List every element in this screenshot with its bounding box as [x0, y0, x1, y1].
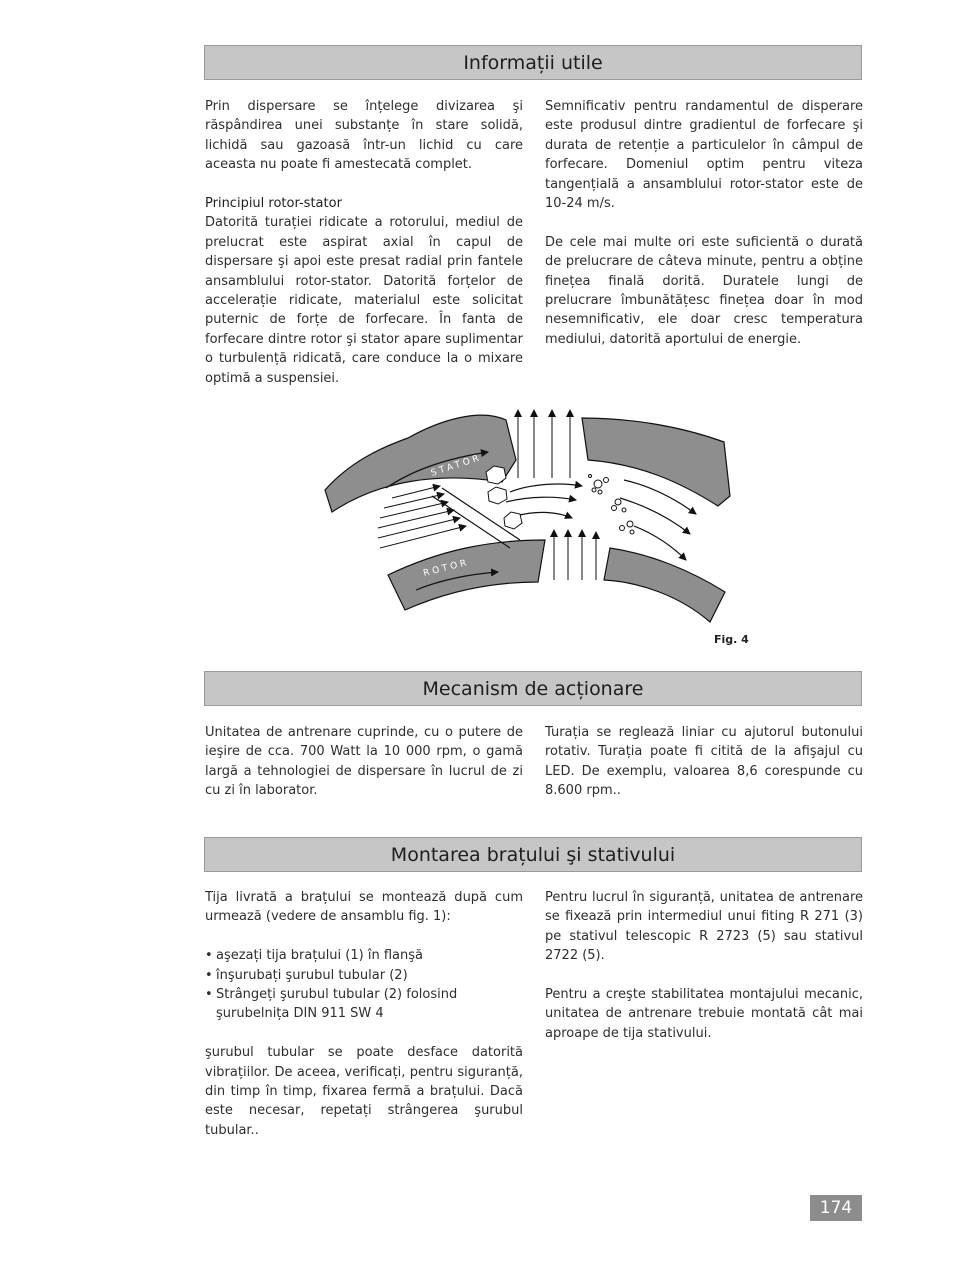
rotor-label: ROTOR	[422, 557, 471, 579]
list-item-text: aşezați tija brațului (1) în flanşă	[216, 948, 423, 964]
paragraph: şurubul tubular se poate desface datorită vibrațiilor. De aceea, verificați, pentru siguranță, din timp în timp, fixarea fermă a brațului. Dacă este necesar, repetați strângerea şurubul tubular..	[205, 1045, 523, 1138]
list-item: • aşezați tija brațului (1) în flanşă	[205, 948, 423, 964]
section-title: Informații utile	[463, 51, 603, 74]
paragraph: Semnificativ pentru randamentul de disperare este produsul dintre gradientul de forfecare şi durata de retenție a particulelor în câmpul de forfecare. Domeniul optim pentru viteza tangențială a ansamblului rotor-stator este de 10-24 m/s.	[545, 99, 863, 212]
page-number: 174	[810, 1195, 862, 1221]
figure-caption: Fig. 4	[714, 633, 749, 646]
section-title: Montarea brațului şi stativului	[390, 843, 676, 866]
subheading-rotor-stator: Principiul rotor-stator	[205, 196, 342, 212]
column-right-arm-stand-mounting	[545, 888, 863, 1043]
outflow-arrows-bottom	[554, 530, 596, 580]
column-left-arm-stand-mounting	[205, 888, 523, 1140]
paragraph: De cele mai multe ori este suficientă o durată de prelucrare de câteva minute, pentru a obține finețea finală dorită. Duratele lungi de prelucrare îmbunătățesc finețea doar în mod nesemnificativ, ele doar cresc temperatura mediului, datorită aportului de energie.	[545, 234, 863, 347]
paragraph: Prin dispersare se înțelege divizarea şi răspândirea unei substanțe în stare solidă, lichidă sau gazoasă într-un lichid cu care aceasta nu poate fi amestecată complet.	[205, 99, 523, 173]
paragraph: Datorită turației ridicate a rotorului, mediul de prelucrat este aspirat axial în capul de dispersare şi apoi este presat radial prin fantele ansamblului rotor-stator. Datorită forțelor de accelerație ridicate, materialul este solicitat puternic de forțe de forfecare. În fanta de forfecare dintre rotor şi stator apare suplimentar o turbulență ridicată, care conduce la o mixare optimă a suspensiei.	[205, 215, 523, 386]
outflow-arrows-top	[518, 410, 570, 478]
list-item-text: Strângeți şurubul tubular (2) folosind şurubelnița DIN 911 SW 4	[216, 987, 458, 1022]
stator-left-shape	[325, 415, 516, 512]
list-item: • înşurubați şurubul tubular (2)	[205, 967, 408, 983]
stator-label: STATOR	[429, 453, 484, 479]
paragraph: Turația se reglează liniar cu ajutorul butonului rotativ. Turația poate fi citită de la afişajul cu LED. De exemplu, valoarea 8,6 corespunde cu 8.600 rpm..	[545, 725, 863, 799]
section-heading-drive-mechanism	[204, 671, 862, 706]
paragraph: Unitatea de antrenare cuprinde, cu o putere de ieşire de cca. 700 Watt la 10 000 rpm, o gamă largă a tehnologiei de dispersare în lucrul de zi cu zi în laborator.	[205, 725, 523, 799]
column-left-drive-mechanism	[205, 723, 523, 801]
paragraph: Pentru lucrul în siguranță, unitatea de antrenare se fixează prin intermediul unui fiting R 271 (3) pe stativul telescopic R 2723 (5) sau stativul 2722 (5).	[545, 890, 863, 964]
column-right-useful-info	[545, 97, 863, 349]
stator-right-shape	[582, 418, 730, 506]
column-right-drive-mechanism	[545, 723, 863, 801]
section-heading-arm-stand-mounting	[204, 837, 862, 872]
paragraph: Pentru a creşte stabilitatea montajului mecanic, unitatea de antrenare trebuie montată cât mai aproape de tija stativului.	[545, 987, 863, 1041]
particles	[486, 466, 634, 534]
rotor-stator-diagram	[320, 400, 740, 625]
paragraph: Tija livrată a brațului se montează după cum urmează (vedere de ansamblu fig. 1):	[205, 890, 523, 925]
list-item: • Strângeți şurubul tubular (2) folosind şurubelnița DIN 911 SW 4	[205, 987, 458, 1022]
section-title: Mecanism de acționare	[422, 677, 644, 700]
list-item-text: înşurubați şurubul tubular (2)	[216, 967, 408, 983]
mounting-steps-list	[205, 946, 523, 1024]
rotor-right-shape	[604, 548, 725, 622]
rotor-left-shape	[388, 540, 545, 610]
column-left-useful-info	[205, 97, 523, 388]
section-heading-useful-info	[204, 45, 862, 80]
